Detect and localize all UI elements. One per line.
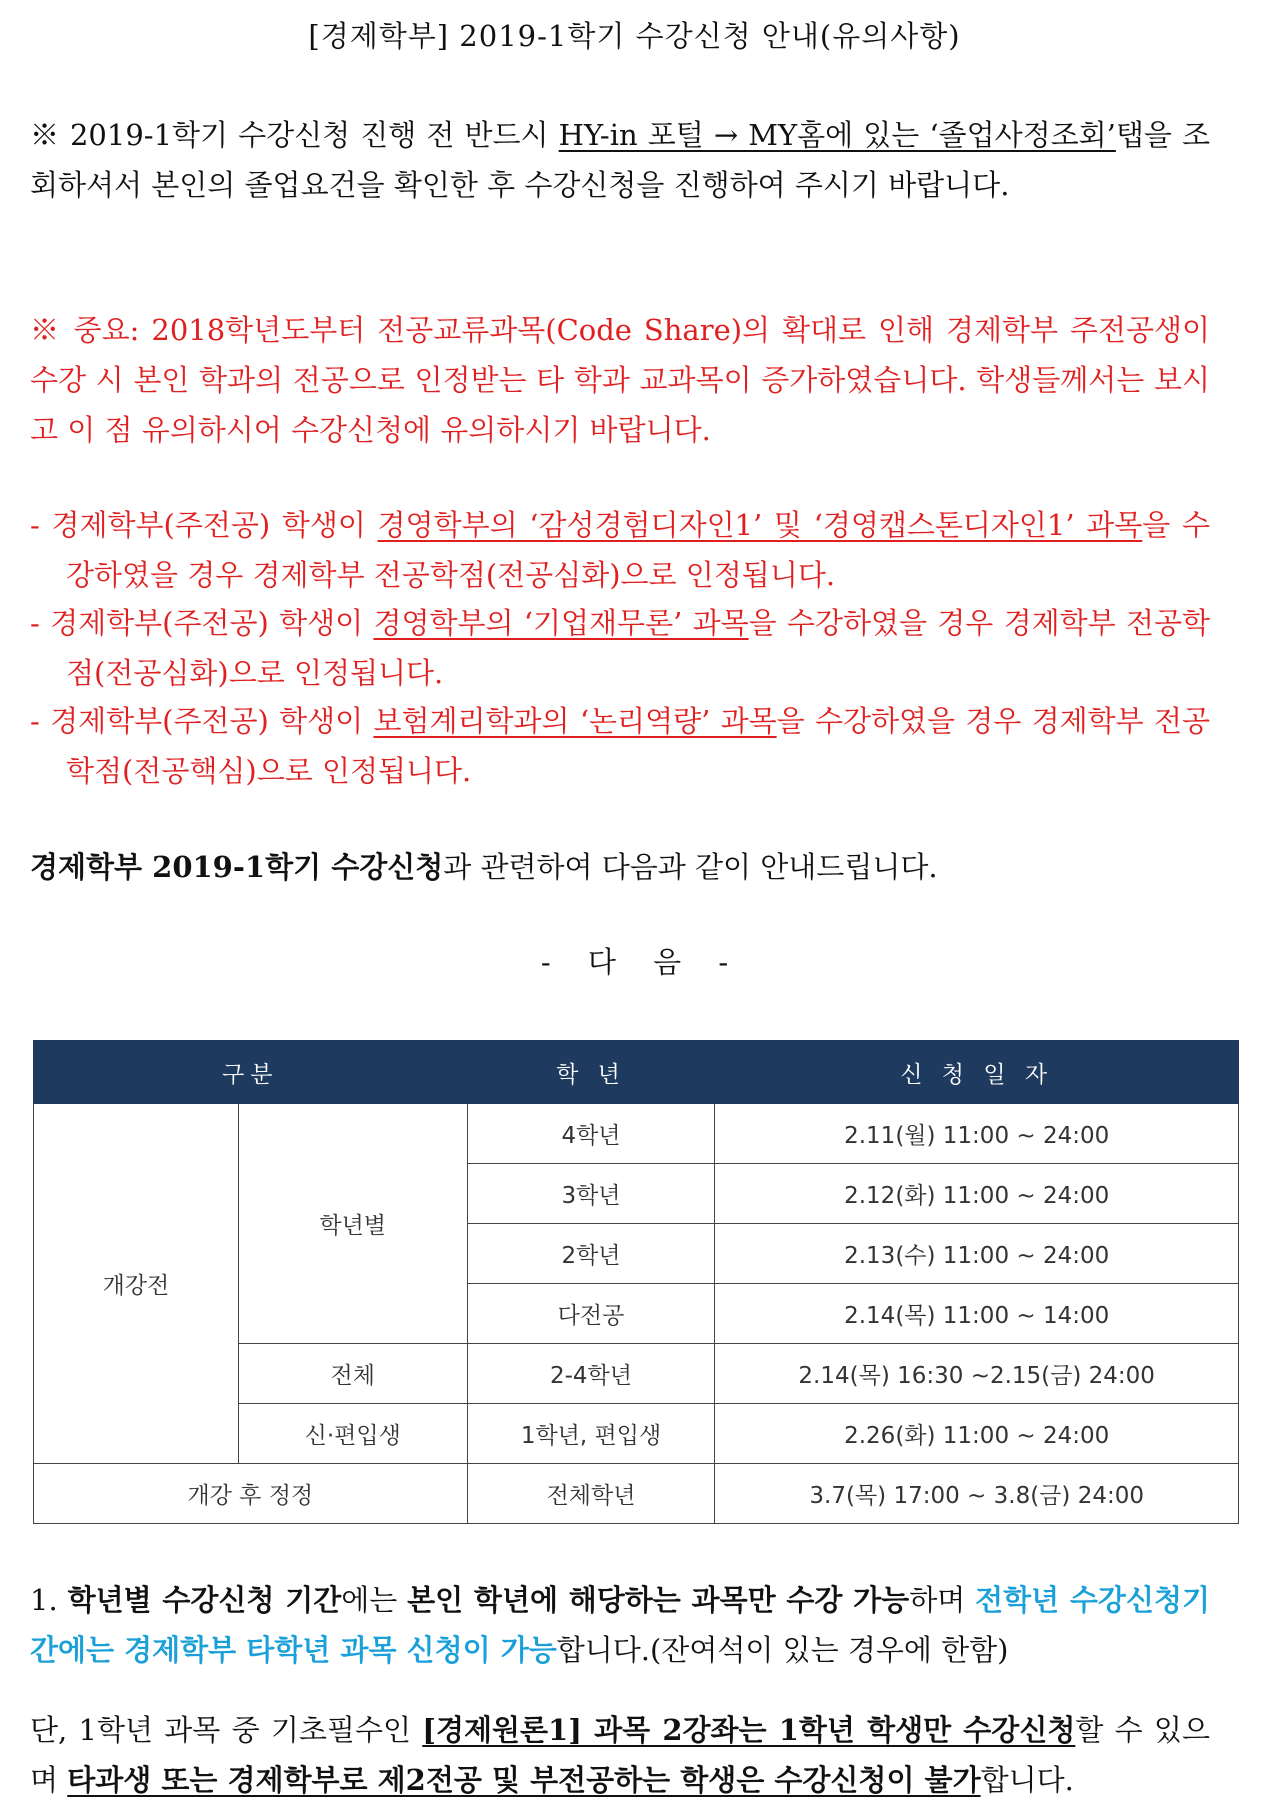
table-header-row — [34, 1041, 1239, 1104]
notice-text-end: 탭을 조회하셔서 본인의 졸업요건을 확인한 후 수강신청을 진행하여 주시기 바랍니다. — [30, 118, 1210, 202]
table-row — [34, 1464, 1239, 1524]
category-cell: 신·편입생 — [238, 1404, 467, 1464]
notice-text: ※ 2019-1학기 수강신청 진행 전 반드시 — [30, 118, 559, 152]
year-cell: 2학년 — [467, 1224, 715, 1284]
schedule-table — [33, 1040, 1239, 1524]
course-name: 보험계리학과의 ‘논리역량’ 과목 — [373, 704, 777, 738]
header-date: 신 청 일 자 — [715, 1041, 1239, 1104]
notice-graduation — [30, 110, 1210, 210]
course-name: 경영학부의 ‘감성경험디자인1’ 및 ‘경영캡스톤디자인1’ 과목 — [377, 508, 1143, 542]
credit-rule-2: - 경제학부(주전공) 학생이 경영학부의 ‘기업재무론’ 과목을 수강하였을 경우 경제학부 전공학점(전공심화)으로 인정됩니다. — [30, 606, 1210, 690]
date-cell: 2.14(목) 11:00 ~ 14:00 — [715, 1284, 1239, 1344]
group-before-semester: 개강전 — [34, 1104, 239, 1464]
year-cell: 2-4학년 — [467, 1344, 715, 1404]
year-cell: 3학년 — [467, 1164, 715, 1224]
important-notice: ※ 중요: 2018학년도부터 전공교류과목(Code Share)의 확대로 인해 경제학부 주전공생이 수강 시 본인 학과의 전공으로 인정받는 타 학과 교과목이 증가하였습니다. 학생들께서는 보시고 이 점 유의하시어 수강신청에 유의하시기 바랍니다. — [30, 313, 1210, 447]
date-cell: 2.12(화) 11:00 ~ 24:00 — [715, 1164, 1239, 1224]
intro-line: 경제학부 2019-1학기 수강신청과 관련하여 다음과 같이 안내드립니다. — [30, 850, 938, 884]
table-row — [34, 1104, 1239, 1164]
category-cell: 개강 후 정정 — [34, 1464, 468, 1524]
credit-rule-3: - 경제학부(주전공) 학생이 보험계리학과의 ‘논리역량’ 과목을 수강하였을 경우 경제학부 전공학점(전공핵심)으로 인정됩니다. — [30, 704, 1210, 788]
next-label: - 다 음 - — [540, 945, 729, 979]
page-title: [경제학부] 2019-1학기 수강신청 안내(유의사항) — [308, 19, 961, 53]
category-cell: 전체 — [238, 1344, 467, 1404]
date-cell: 2.13(수) 11:00 ~ 24:00 — [715, 1224, 1239, 1284]
date-cell: 3.7(목) 17:00 ~ 3.8(금) 24:00 — [715, 1464, 1239, 1524]
portal-path: HY-in 포털 → MY홈에 있는 ‘졸업사정조회’ — [558, 118, 1116, 152]
year-cell: 전체학년 — [467, 1464, 715, 1524]
rule-item-2: 단, 1학년 과목 중 기초필수인 [경제원론1] 과목 2강좌는 1학년 학생만 수강신청할 수 있으며 타과생 또는 경제학부로 제2전공 및 부전공하는 학생은 수강신청이 불가합니다. — [30, 1713, 1210, 1797]
header-year: 학 년 — [467, 1041, 715, 1104]
credit-rule-1: - 경제학부(주전공) 학생이 경영학부의 ‘감성경험디자인1’ 및 ‘경영캡스톤디자인1’ 과목을 수강하였을 경우 경제학부 전공학점(전공심화)으로 인정됩니다. — [30, 508, 1210, 592]
year-cell: 다전공 — [467, 1284, 715, 1344]
rule-item-1: 1. 학년별 수강신청 기간에는 본인 학년에 해당하는 과목만 수강 가능하며 전학년 수강신청기간에는 경제학부 타학년 과목 신청이 가능합니다.(잔여석이 있는 경우에 한함) — [30, 1583, 1210, 1667]
year-cell: 4학년 — [467, 1104, 715, 1164]
date-cell: 2.11(월) 11:00 ~ 24:00 — [715, 1104, 1239, 1164]
header-category: 구분 — [34, 1041, 468, 1104]
date-cell: 2.14(목) 16:30 ~2.15(금) 24:00 — [715, 1344, 1239, 1404]
year-cell: 1학년, 편입생 — [467, 1404, 715, 1464]
group-by-year: 학년별 — [238, 1104, 467, 1344]
course-name: 경영학부의 ‘기업재무론’ 과목 — [373, 606, 749, 640]
date-cell: 2.26(화) 11:00 ~ 24:00 — [715, 1404, 1239, 1464]
